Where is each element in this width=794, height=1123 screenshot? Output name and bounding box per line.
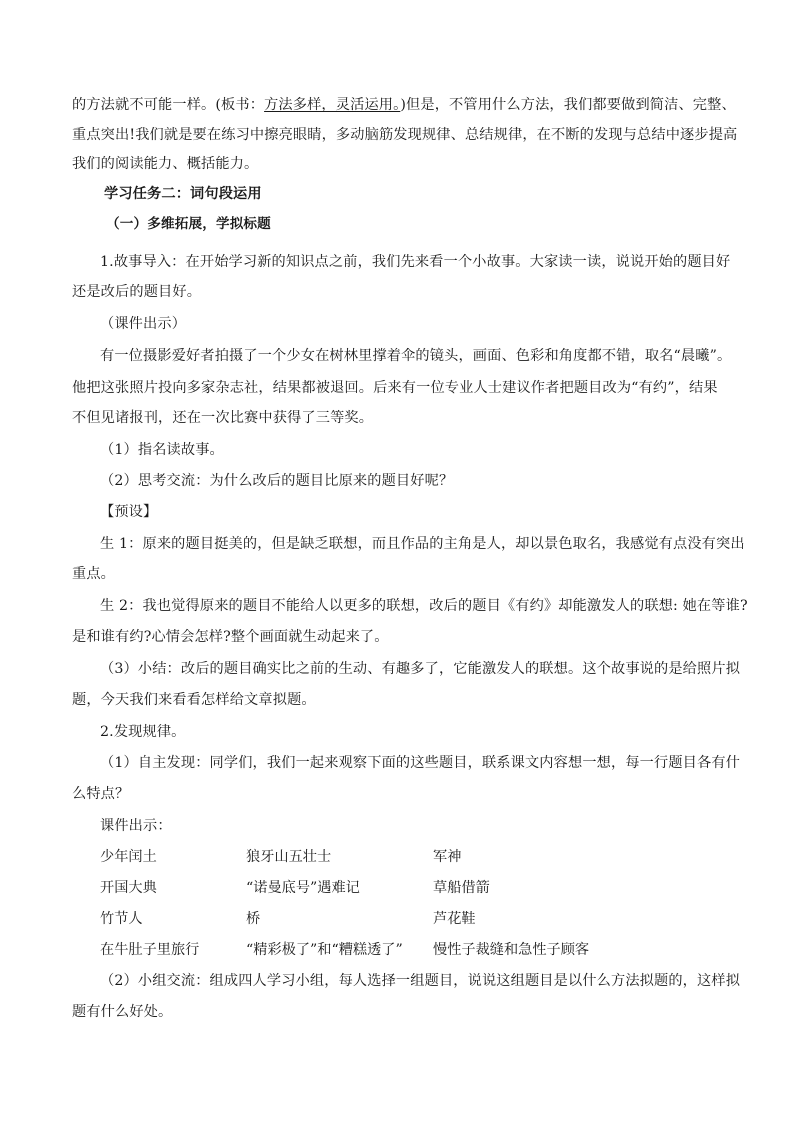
table-cell: 军神: [433, 849, 462, 865]
paragraph-line: （3）小结：改后的题目确实比之前的生动、有趣多了，它能激发人的联想。这个故事说的是给照片拟: [100, 661, 741, 677]
paragraph-line: （课件出示）: [100, 316, 187, 332]
table-cell: “精彩极了”和“糟糕透了”: [246, 942, 403, 958]
paragraph-line: 不但见诸报刊，还在一次比赛中获得了三等奖。: [72, 410, 374, 426]
board-note-underlined: 方法多样，灵活运用。: [264, 97, 401, 113]
paragraph-line: （1）自主发现：同学们，我们一起来观察下面的这些题目，联系课文内容想一想，每一行题目各有什: [100, 755, 741, 771]
paragraph-line: 课件出示：: [100, 818, 172, 834]
paragraph-line: 【预设】: [100, 504, 158, 520]
paragraph-line: 还是改后的题目好。: [72, 284, 202, 300]
paragraph-line: 他把这张照片投向多家杂志社，结果都被退回。后来有一位专业人士建议作者把题目改为“有约”，结果: [72, 380, 718, 396]
paragraph-line: （1）指名读故事。: [100, 442, 224, 458]
table-cell: 在牛肚子里旅行: [100, 942, 200, 958]
paragraph-line: （2）小组交流：组成四人学习小组，每人选择一组题目，说说这组题目是以什么方法拟题的，这样拟: [100, 973, 741, 989]
paragraph-line: 有一位摄影爱好者拍摄了一个少女在树林里撑着伞的镜头，画面、色彩和角度都不错，取名“晨曦”。: [100, 348, 732, 364]
paragraph-line: 我们的阅读能力、概括能力。: [72, 156, 259, 172]
paragraph-line: 2.发现规律。: [100, 724, 186, 740]
paragraph-line: 是和谁有约?心情会怎样?整个画面就生动起来了。: [72, 629, 389, 645]
paragraph-line: 题有什么好处。: [72, 1004, 173, 1020]
table-cell: 草船借箭: [433, 880, 490, 896]
paragraph-line: 1.故事导入：在开始学习新的知识点之前，我们先来看一个小故事。大家读一读，说说开始的题目好: [100, 254, 731, 270]
paragraph-line: 生 2：我也觉得原来的题目不能给人以更多的联想，改后的题目《有约》却能激发人的联想: 她在等谁?: [100, 598, 748, 614]
section-heading: （一）多维拓展，学拟标题: [106, 216, 271, 232]
paragraph-line: 重点。: [72, 566, 116, 582]
paragraph-line: （2）思考交流：为什么改后的题目比原来的题目好呢？: [100, 473, 454, 489]
table-cell: 狼牙山五壮士: [246, 849, 332, 865]
table-cell: 少年闰土: [100, 849, 157, 865]
table-cell: “诺曼底号”遇难记: [246, 880, 360, 896]
table-cell: 竹节人: [100, 911, 143, 927]
table-cell: 芦花鞋: [433, 911, 476, 927]
table-cell: 慢性子裁缝和急性子顾客: [433, 942, 590, 958]
paragraph-line: 么特点？: [72, 786, 130, 802]
paragraph-line: 题，今天我们来看看怎样给文章拟题。: [72, 692, 316, 708]
paragraph-line: 重点突出!我们就是要在练习中擦亮眼睛，多动脑筋发现规律、总结规律，在不断的发现与总结中逐步提高: [72, 127, 738, 143]
task-heading: 学习任务二：词句段运用: [104, 186, 262, 202]
table-cell: 桥: [246, 911, 261, 927]
paragraph-line: 的方法就不可能一样。(板书：方法多样，灵活运用。)但是，不管用什么方法，我们都要做到简洁、完整、: [72, 97, 736, 113]
table-cell: 开国大典: [100, 880, 157, 896]
paragraph-line: 生 1：原来的题目挺美的，但是缺乏联想，而且作品的主角是人，却以景色取名，我感觉有点没有突出: [100, 536, 745, 552]
